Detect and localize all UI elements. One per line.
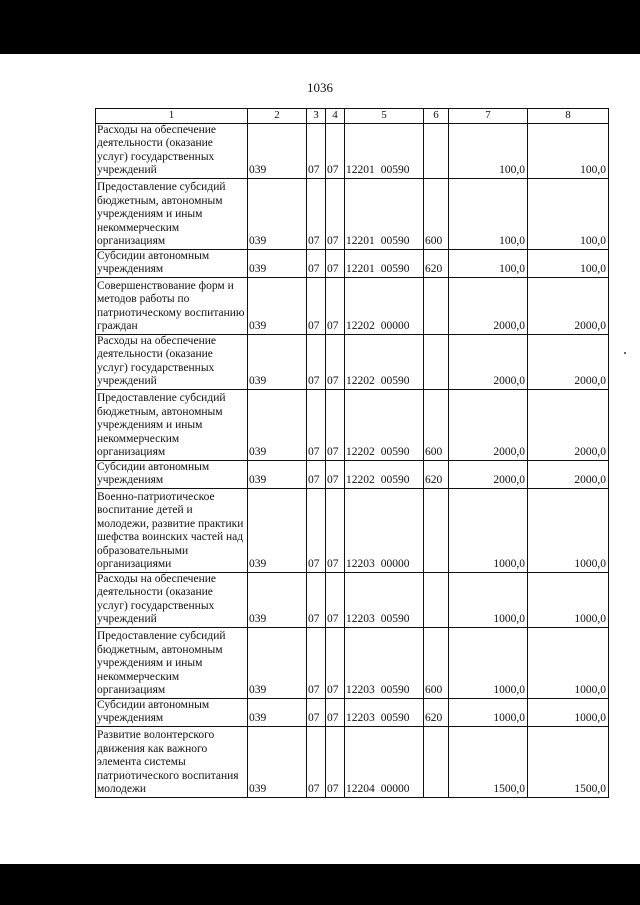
expense-type-code: 600 (424, 178, 449, 249)
amount-year-2: 100,0 (528, 178, 609, 249)
row-name: Расходы на обеспечение деятельности (оказание услуг) государственных учреждений (96, 123, 248, 178)
subsection-code: 07 (326, 698, 345, 726)
target-code (345, 572, 424, 627)
expense-type-code: 620 (424, 460, 449, 488)
section-code: 07 (307, 572, 326, 627)
section-code: 07 (307, 123, 326, 178)
amount-year-2: 100,0 (528, 249, 609, 277)
scan-border-bottom (0, 864, 640, 905)
table-row (96, 627, 609, 698)
expense-type-code (424, 726, 449, 797)
amount-year-2: 2000,0 (528, 460, 609, 488)
target-code (345, 277, 424, 334)
admin-code: 039 (248, 488, 307, 572)
expense-type-code: 620 (424, 698, 449, 726)
program-code: 12202 (346, 320, 375, 332)
row-name: Расходы на обеспечение деятельности (оказание услуг) государственных учреждений (96, 572, 248, 627)
table-row (96, 726, 609, 797)
admin-code: 039 (248, 389, 307, 460)
amount-year-2: 2000,0 (528, 277, 609, 334)
target-code (345, 488, 424, 572)
direction-code: 00590 (380, 474, 410, 486)
row-name: Совершенствование форм и методов работы по патриотическому воспитанию граждан (96, 277, 248, 334)
program-code: 12202 (346, 375, 375, 387)
section-code: 07 (307, 627, 326, 698)
amount-year-2: 1000,0 (528, 627, 609, 698)
direction-code: 00590 (380, 446, 410, 458)
row-name: Предоставление субсидий бюджетным, автономным учреждениям и иным некоммерческим организациям (96, 389, 248, 460)
section-code: 07 (307, 698, 326, 726)
column-header: 2 (248, 109, 307, 124)
expense-type-code (424, 123, 449, 178)
program-code: 12201 (346, 263, 375, 275)
amount-year-1: 1000,0 (449, 488, 528, 572)
amount-year-1: 2000,0 (449, 460, 528, 488)
direction-code: 00000 (380, 783, 410, 795)
column-header: 7 (449, 109, 528, 124)
amount-year-1: 100,0 (449, 178, 528, 249)
direction-code: 00590 (380, 684, 410, 696)
scan-speck (624, 352, 626, 354)
section-code: 07 (307, 249, 326, 277)
direction-code: 00590 (380, 235, 410, 247)
section-code: 07 (307, 460, 326, 488)
page-number: 1036 (307, 80, 333, 95)
admin-code: 039 (248, 249, 307, 277)
amount-year-1: 2000,0 (449, 277, 528, 334)
column-header: 8 (528, 109, 609, 124)
program-code: 12203 (346, 712, 375, 724)
target-code (345, 249, 424, 277)
subsection-code: 07 (326, 334, 345, 389)
program-code: 12203 (346, 613, 375, 625)
scan-border-top (0, 0, 640, 54)
column-header: 6 (424, 109, 449, 124)
table-row (96, 460, 609, 488)
admin-code: 039 (248, 334, 307, 389)
row-name: Субсидии автономным учреждениям (96, 698, 248, 726)
direction-code: 00000 (380, 320, 410, 332)
amount-year-1: 1500,0 (449, 726, 528, 797)
expense-type-code: 620 (424, 249, 449, 277)
table-row (96, 178, 609, 249)
row-name: Предоставление субсидий бюджетным, автономным учреждениям и иным некоммерческим организациям (96, 627, 248, 698)
target-code (345, 627, 424, 698)
expense-type-code (424, 488, 449, 572)
row-name: Развитие волонтерского движения как важного элемента системы патриотического воспитания молодежи (96, 726, 248, 797)
admin-code: 039 (248, 627, 307, 698)
subsection-code: 07 (326, 277, 345, 334)
amount-year-2: 2000,0 (528, 334, 609, 389)
amount-year-2: 1500,0 (528, 726, 609, 797)
amount-year-2: 1000,0 (528, 698, 609, 726)
row-name: Субсидии автономным учреждениям (96, 460, 248, 488)
program-code: 12204 (346, 783, 375, 795)
amount-year-1: 1000,0 (449, 627, 528, 698)
target-code (345, 698, 424, 726)
section-code: 07 (307, 726, 326, 797)
section-code: 07 (307, 277, 326, 334)
subsection-code: 07 (326, 460, 345, 488)
direction-code: 00590 (380, 613, 410, 625)
section-code: 07 (307, 389, 326, 460)
table-row (96, 277, 609, 334)
target-code (345, 460, 424, 488)
section-code: 07 (307, 178, 326, 249)
budget-table (95, 108, 609, 798)
table-row (96, 389, 609, 460)
admin-code: 039 (248, 726, 307, 797)
table-row (96, 123, 609, 178)
subsection-code: 07 (326, 178, 345, 249)
table-row (96, 249, 609, 277)
expense-type-code (424, 277, 449, 334)
subsection-code: 07 (326, 123, 345, 178)
table-row (96, 698, 609, 726)
amount-year-1: 100,0 (449, 123, 528, 178)
table-header-row (96, 109, 609, 124)
amount-year-1: 1000,0 (449, 698, 528, 726)
direction-code: 00590 (380, 164, 410, 176)
program-code: 12201 (346, 235, 375, 247)
row-name: Субсидии автономным учреждениям (96, 249, 248, 277)
amount-year-1: 1000,0 (449, 572, 528, 627)
column-header: 3 (307, 109, 326, 124)
section-code: 07 (307, 488, 326, 572)
program-code: 12201 (346, 164, 375, 176)
admin-code: 039 (248, 123, 307, 178)
amount-year-1: 2000,0 (449, 389, 528, 460)
target-code (345, 178, 424, 249)
admin-code: 039 (248, 460, 307, 488)
expense-type-code: 600 (424, 627, 449, 698)
amount-year-1: 2000,0 (449, 334, 528, 389)
program-code: 12202 (346, 474, 375, 486)
subsection-code: 07 (326, 627, 345, 698)
column-header: 1 (96, 109, 248, 124)
admin-code: 039 (248, 698, 307, 726)
direction-code: 00590 (380, 712, 410, 724)
target-code (345, 389, 424, 460)
subsection-code: 07 (326, 726, 345, 797)
subsection-code: 07 (326, 488, 345, 572)
amount-year-2: 2000,0 (528, 389, 609, 460)
subsection-code: 07 (326, 572, 345, 627)
expense-type-code (424, 334, 449, 389)
program-code: 12203 (346, 684, 375, 696)
table-row (96, 488, 609, 572)
amount-year-2: 100,0 (528, 123, 609, 178)
column-header: 4 (326, 109, 345, 124)
expense-type-code (424, 572, 449, 627)
target-code (345, 123, 424, 178)
expense-type-code: 600 (424, 389, 449, 460)
table-row (96, 334, 609, 389)
table-row (96, 572, 609, 627)
subsection-code: 07 (326, 389, 345, 460)
admin-code: 039 (248, 572, 307, 627)
target-code (345, 334, 424, 389)
section-code: 07 (307, 334, 326, 389)
subsection-code: 07 (326, 249, 345, 277)
program-code: 12202 (346, 446, 375, 458)
admin-code: 039 (248, 277, 307, 334)
program-code: 12203 (346, 558, 375, 570)
amount-year-2: 1000,0 (528, 488, 609, 572)
amount-year-1: 100,0 (449, 249, 528, 277)
direction-code: 00000 (380, 558, 410, 570)
row-name: Предоставление субсидий бюджетным, автономным учреждениям и иным некоммерческим организациям (96, 178, 248, 249)
target-code (345, 726, 424, 797)
admin-code: 039 (248, 178, 307, 249)
direction-code: 00590 (380, 375, 410, 387)
direction-code: 00590 (380, 263, 410, 275)
row-name: Расходы на обеспечение деятельности (оказание услуг) государственных учреждений (96, 334, 248, 389)
column-header: 5 (345, 109, 424, 124)
amount-year-2: 1000,0 (528, 572, 609, 627)
row-name: Военно-патриотическое воспитание детей и молодежи, развитие практики шефства воинских частей над образовательными организациями (96, 488, 248, 572)
